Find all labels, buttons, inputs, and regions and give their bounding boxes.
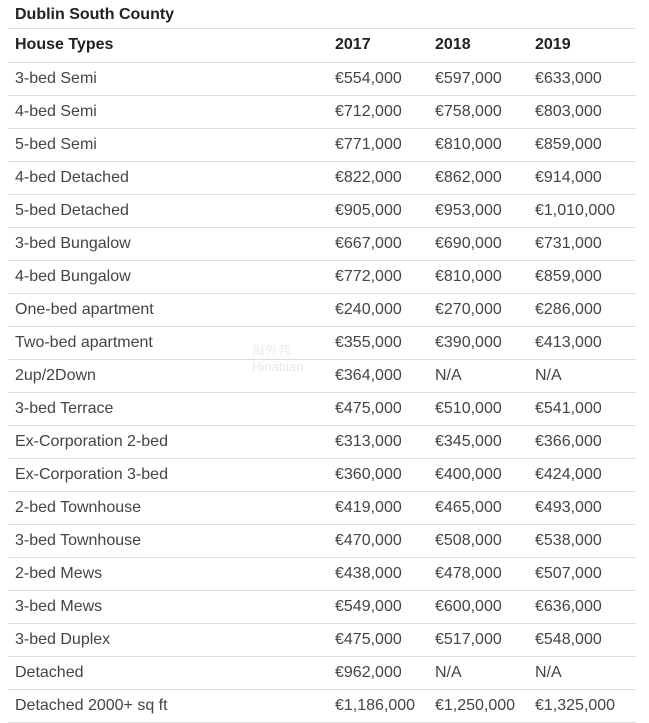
table-row (8, 326, 636, 359)
price-2019-cell: €859,000 (528, 260, 636, 293)
table-row (8, 623, 636, 656)
house-type-cell: 2-bed Mews (8, 557, 328, 590)
table-row (8, 557, 636, 590)
header-house-types: House Types (8, 29, 328, 62)
table-row (8, 260, 636, 293)
price-2019-cell: €366,000 (528, 425, 636, 458)
price-2018-cell: N/A (428, 359, 528, 392)
table-row (8, 161, 636, 194)
price-2019-cell: €413,000 (528, 326, 636, 359)
price-2019-cell: €633,000 (528, 62, 636, 95)
table-row (8, 689, 636, 722)
house-type-cell: 4-bed Semi (8, 95, 328, 128)
price-2018-cell: €478,000 (428, 557, 528, 590)
table-row (8, 128, 636, 161)
watermark-cn: 海外邦 (252, 343, 292, 358)
price-2017-cell: €360,000 (328, 458, 428, 491)
table-row (8, 458, 636, 491)
price-2018-cell: €758,000 (428, 95, 528, 128)
price-2017-cell: €313,000 (328, 425, 428, 458)
house-type-cell: 3-bed Mews (8, 590, 328, 623)
price-2019-cell: €541,000 (528, 392, 636, 425)
price-2018-cell: €810,000 (428, 128, 528, 161)
house-type-cell: 2up/2Down (8, 359, 328, 392)
table-row (8, 359, 636, 392)
table-row (8, 491, 636, 524)
price-2019-cell: €493,000 (528, 491, 636, 524)
table-row (8, 62, 636, 95)
price-table-container (8, 0, 636, 723)
house-price-table (8, 29, 636, 723)
price-2019-cell: €538,000 (528, 524, 636, 557)
price-2017-cell: €962,000 (328, 656, 428, 689)
price-2017-cell: €470,000 (328, 524, 428, 557)
price-2019-cell: €731,000 (528, 227, 636, 260)
price-2017-cell: €364,000 (328, 359, 428, 392)
header-2019: 2019 (528, 29, 636, 62)
house-type-cell: 3-bed Townhouse (8, 524, 328, 557)
price-2018-cell: €270,000 (428, 293, 528, 326)
price-2017-cell: €475,000 (328, 392, 428, 425)
table-row (8, 425, 636, 458)
house-type-cell: Ex-Corporation 3-bed (8, 458, 328, 491)
price-2017-cell: €419,000 (328, 491, 428, 524)
price-2019-cell: €859,000 (528, 128, 636, 161)
price-2019-cell: €914,000 (528, 161, 636, 194)
table-row (8, 293, 636, 326)
header-2017: 2017 (328, 29, 428, 62)
price-2017-cell: €667,000 (328, 227, 428, 260)
price-2018-cell: €508,000 (428, 524, 528, 557)
house-type-cell: Detached (8, 656, 328, 689)
price-2018-cell: €510,000 (428, 392, 528, 425)
house-type-cell: Two-bed apartment (8, 326, 328, 359)
table-row (8, 590, 636, 623)
price-2018-cell: €400,000 (428, 458, 528, 491)
price-2017-cell: €549,000 (328, 590, 428, 623)
price-2018-cell: €1,250,000 (428, 689, 528, 722)
price-2019-cell: €548,000 (528, 623, 636, 656)
house-type-cell: 4-bed Detached (8, 161, 328, 194)
price-2017-cell: €554,000 (328, 62, 428, 95)
house-type-cell: 5-bed Semi (8, 128, 328, 161)
price-2018-cell: €465,000 (428, 491, 528, 524)
price-2018-cell: €517,000 (428, 623, 528, 656)
house-type-cell: 3-bed Duplex (8, 623, 328, 656)
house-type-cell: Ex-Corporation 2-bed (8, 425, 328, 458)
price-2019-cell: €1,325,000 (528, 689, 636, 722)
price-2017-cell: €438,000 (328, 557, 428, 590)
house-type-cell: Detached 2000+ sq ft (8, 689, 328, 722)
price-2017-cell: €822,000 (328, 161, 428, 194)
watermark-en: Hinabian (252, 359, 304, 374)
price-2019-cell: N/A (528, 656, 636, 689)
table-row (8, 227, 636, 260)
price-2019-cell: €803,000 (528, 95, 636, 128)
price-2018-cell: €600,000 (428, 590, 528, 623)
price-2018-cell: €345,000 (428, 425, 528, 458)
table-row (8, 194, 636, 227)
price-2017-cell: €1,186,000 (328, 689, 428, 722)
price-2018-cell: €690,000 (428, 227, 528, 260)
header-row (8, 29, 636, 62)
table-caption: Dublin South County (8, 0, 636, 29)
price-2019-cell: €507,000 (528, 557, 636, 590)
table-row (8, 95, 636, 128)
house-type-cell: 4-bed Bungalow (8, 260, 328, 293)
table-row (8, 524, 636, 557)
price-2017-cell: €240,000 (328, 293, 428, 326)
price-2017-cell: €772,000 (328, 260, 428, 293)
price-2019-cell: N/A (528, 359, 636, 392)
header-2018: 2018 (428, 29, 528, 62)
price-2017-cell: €905,000 (328, 194, 428, 227)
price-2017-cell: €771,000 (328, 128, 428, 161)
price-2018-cell: €597,000 (428, 62, 528, 95)
price-2019-cell: €1,010,000 (528, 194, 636, 227)
price-2019-cell: €424,000 (528, 458, 636, 491)
house-type-cell: 2-bed Townhouse (8, 491, 328, 524)
price-2019-cell: €636,000 (528, 590, 636, 623)
table-row (8, 392, 636, 425)
house-type-cell: 3-bed Bungalow (8, 227, 328, 260)
price-2018-cell: €953,000 (428, 194, 528, 227)
price-2018-cell: €862,000 (428, 161, 528, 194)
house-type-cell: 5-bed Detached (8, 194, 328, 227)
house-type-cell: 3-bed Terrace (8, 392, 328, 425)
price-2019-cell: €286,000 (528, 293, 636, 326)
house-type-cell: 3-bed Semi (8, 62, 328, 95)
house-type-cell: One-bed apartment (8, 293, 328, 326)
price-2018-cell: €810,000 (428, 260, 528, 293)
price-2017-cell: €712,000 (328, 95, 428, 128)
price-2018-cell: N/A (428, 656, 528, 689)
price-2018-cell: €390,000 (428, 326, 528, 359)
price-2017-cell: €355,000 (328, 326, 428, 359)
price-2017-cell: €475,000 (328, 623, 428, 656)
table-row (8, 656, 636, 689)
